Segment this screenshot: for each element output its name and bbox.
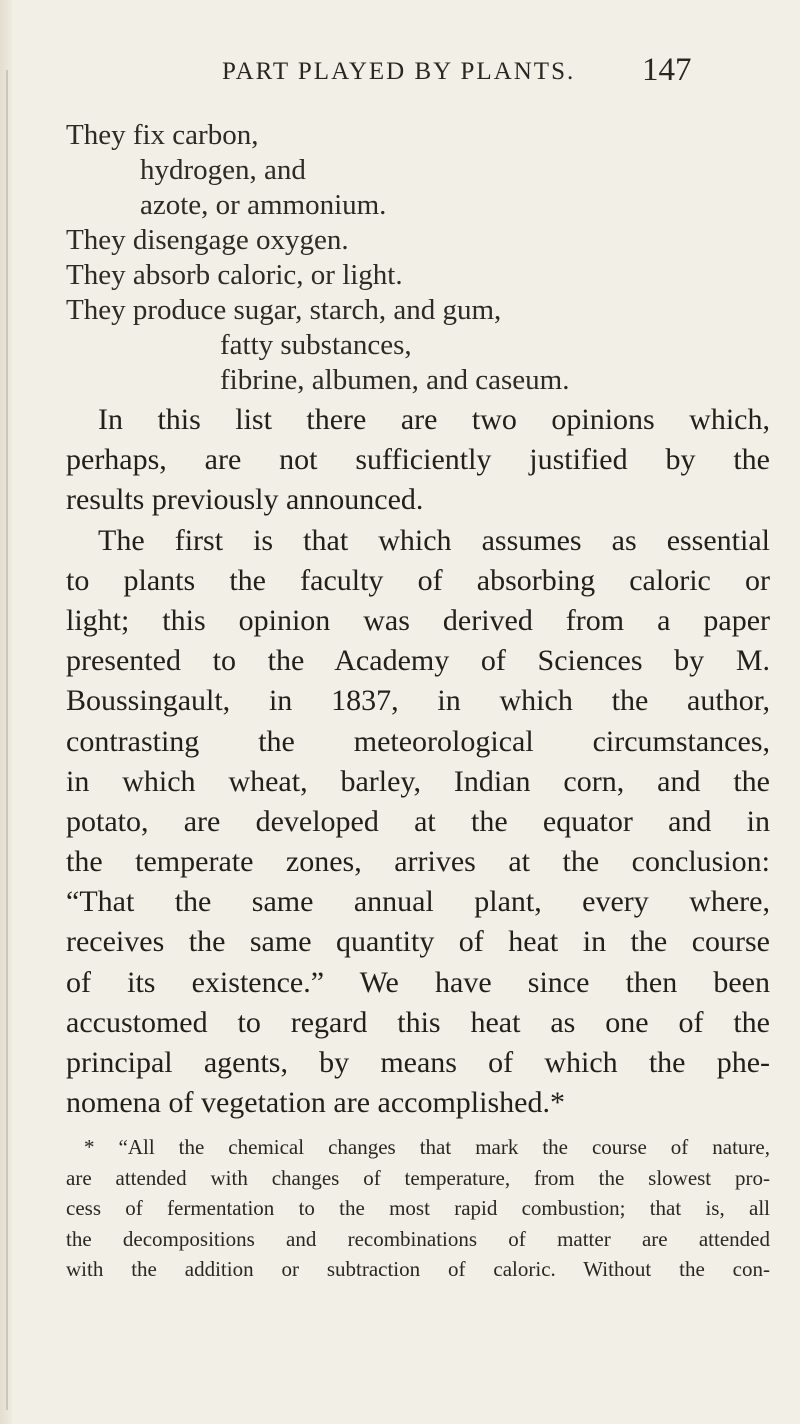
body-line: contrasting the meteorological circumstances, [66,724,770,758]
list-line: fatty substances, [220,329,412,361]
list-line: They disengage oxygen. [66,224,349,256]
footnote-line: with the addition or subtraction of caloric. Without the con- [66,1257,770,1282]
body-line: principal agents, by means of which the phe- [66,1046,770,1079]
list-line: They produce sugar, starch, and gum, [66,294,502,326]
body-line: perhaps, are not sufficiently justified by the [66,443,770,477]
body-line: nomena of vegetation are accomplished.* [66,1086,565,1120]
list-line: fibrine, albumen, and caseum. [220,364,570,396]
body-line: presented to the Academy of Sciences by M. [66,644,770,678]
list-line: They fix carbon, [66,119,259,151]
body-line: light; this opinion was derived from a paper [66,603,770,637]
body-line: in which wheat, barley, Indian corn, and the [66,764,770,798]
body-line: to plants the faculty of absorbing caloric or [66,563,770,597]
list-line: hydrogen, and [140,154,306,186]
body-line: accustomed to regard this heat as one of the [66,1005,770,1039]
body-line: the temperate zones, arrives at the conclusion: [66,845,770,879]
list-line: They absorb caloric, or light. [66,259,403,291]
list-line: azote, or ammonium. [140,189,387,221]
body-line: potato, are developed at the equator and in [66,804,770,838]
footnote-line: cess of fermentation to the most rapid combustion; that is, all [66,1196,770,1221]
binding-gutter [0,0,12,1424]
page-number: 147 [642,52,692,88]
body-line: receives the same quantity of heat in the course [66,925,770,959]
properties-list [66,118,766,398]
footnote [66,1132,770,1285]
body-line: Boussingault, in 1837, in which the author, [66,684,770,718]
body-line: results previously announced. [66,483,424,517]
gutter-shadow [6,70,8,1410]
running-head: PART PLAYED BY PLANTS. [222,58,576,85]
body-line: In this list there are two opinions which, [98,403,770,436]
body-text [66,400,770,1123]
footnote-line: are attended with changes of temperature, from the slowest pro- [66,1165,770,1190]
body-line: “That the same annual plant, every where, [66,885,770,919]
body-line: of its existence.” We have since then been [66,965,770,999]
footnote-line: the decompositions and recombinations of matter are attended [66,1226,770,1251]
body-line: The first is that which assumes as essential [98,523,770,557]
page-header [0,52,800,102]
footnote-line: * “All the chemical changes that mark the course of nature, [84,1135,770,1159]
